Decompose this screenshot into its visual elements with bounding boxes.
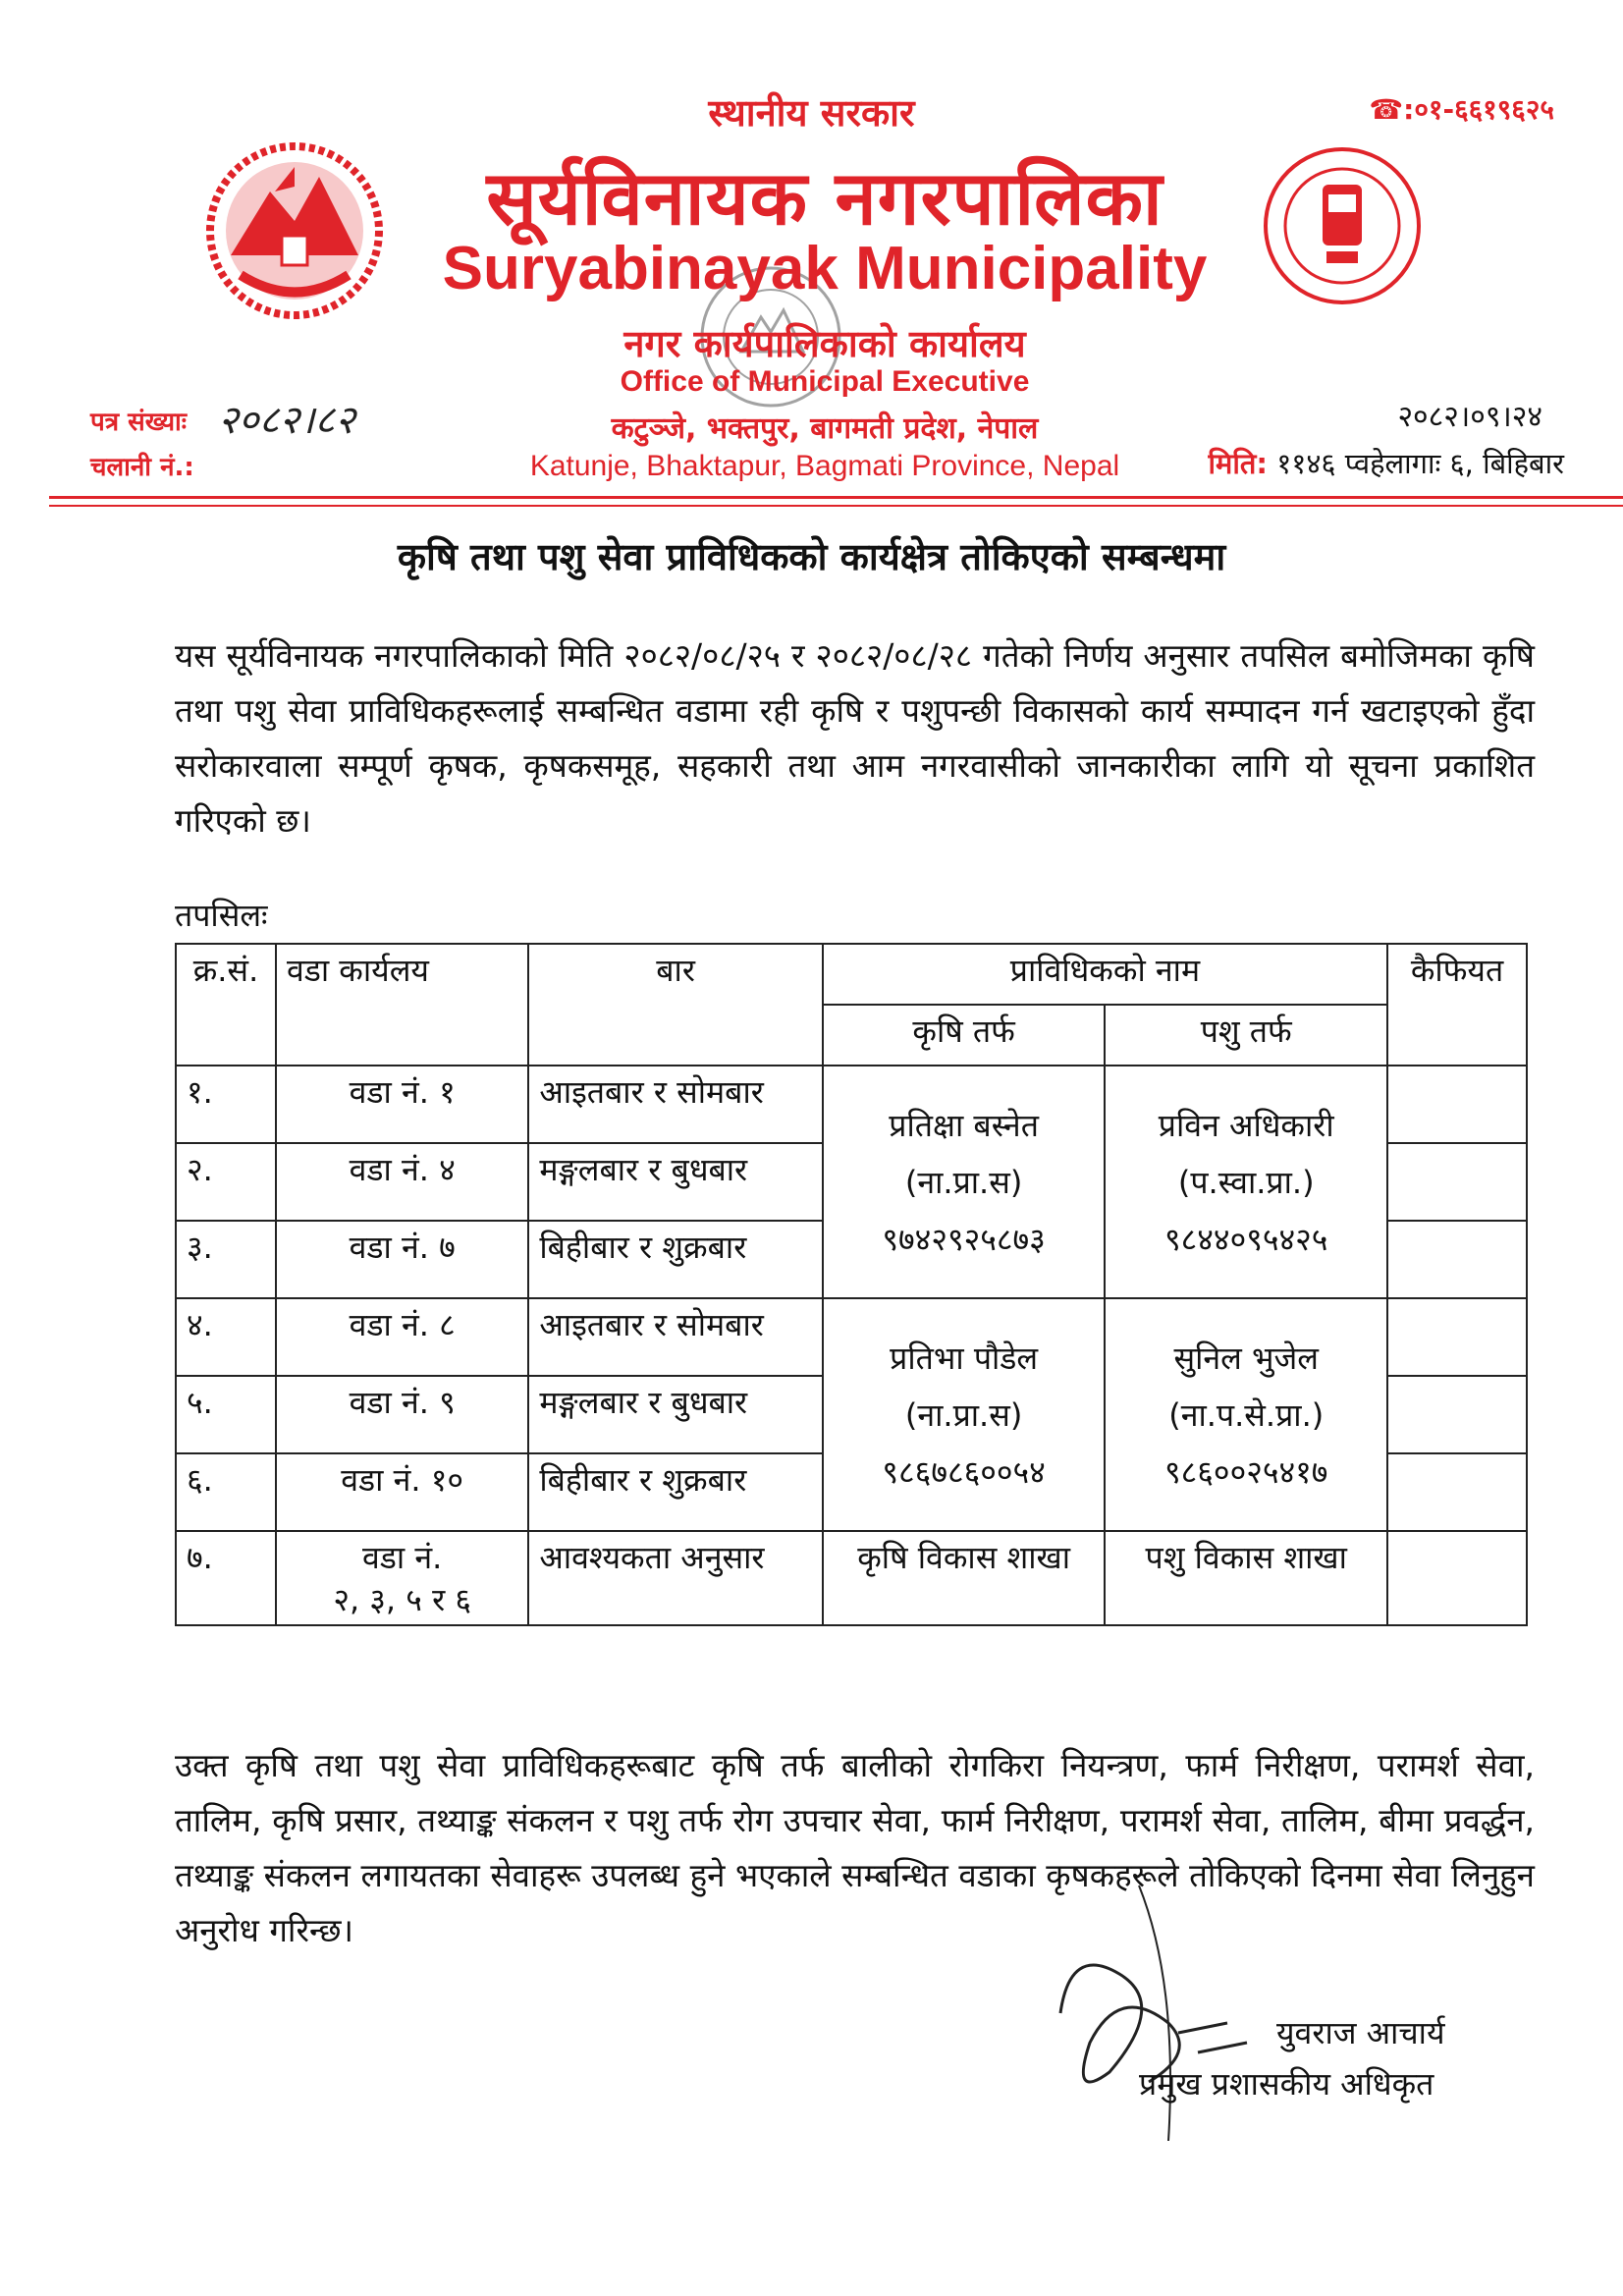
dispatch-number-label: चलानी नं.: — [90, 453, 194, 482]
row-remarks — [1387, 1143, 1527, 1221]
header-technician: प्राविधिकको नाम — [823, 944, 1387, 1005]
agri-name: प्रतिभा पौडेल — [890, 1339, 1039, 1377]
row-remarks — [1387, 1376, 1527, 1453]
ward-technician-table — [175, 943, 1528, 1626]
date-line — [1208, 444, 1564, 482]
header-sn: क्र.सं. — [176, 944, 276, 1066]
table-row — [176, 1531, 1527, 1625]
row-ward — [276, 1531, 528, 1625]
livestock-phone: ९८६००२५४१७ — [1164, 1452, 1328, 1491]
row-ward: वडा नं. ७ — [276, 1221, 528, 1298]
row-day: मङ्गलबार र बुधबार — [528, 1143, 822, 1221]
header-divider-2 — [49, 505, 1623, 507]
header-divider — [49, 496, 1623, 499]
row-sn: ३. — [176, 1221, 276, 1298]
agri-phone: ९७४२९२५८७३ — [882, 1220, 1046, 1258]
municipality-name-np: सूर्यविनायक नगरपालिका — [486, 154, 1163, 242]
row-remarks — [1387, 1298, 1527, 1376]
nepal-emblem-icon — [201, 137, 388, 324]
signatory-name: युवराज आचार्य — [1276, 2014, 1445, 2051]
row-sn: ४. — [176, 1298, 276, 1376]
row-day: आइतबार र सोमबार — [528, 1066, 822, 1143]
livestock-technician-2 — [1105, 1298, 1387, 1531]
row-ward-label: वडा नं. — [362, 1539, 443, 1576]
livestock-branch: पशु विकास शाखा — [1105, 1531, 1387, 1625]
row-ward: वडा नं. १ — [276, 1066, 528, 1143]
municipality-name-en: Suryabinayak Municipality — [442, 235, 1208, 302]
livestock-name: प्रविन अधिकारी — [1158, 1106, 1334, 1144]
row-day: आवश्यकता अनुसार — [528, 1531, 822, 1625]
header-agri: कृषि तर्फ — [823, 1005, 1106, 1066]
signatory-title: प्रमुख प्रशासकीय अधिकृत — [1139, 2065, 1434, 2103]
row-remarks — [1387, 1453, 1527, 1531]
row-sn: ६. — [176, 1453, 276, 1531]
agri-technician-2 — [823, 1298, 1106, 1531]
row-ward: वडा नं. ८ — [276, 1298, 528, 1376]
row-remarks — [1387, 1221, 1527, 1298]
livestock-post: (प.स्वा.प्रा.) — [1177, 1163, 1315, 1201]
header-day: बार — [528, 944, 822, 1066]
row-ward-numbers: २, ३, ५ र ६ — [333, 1581, 471, 1618]
header-livestock: पशु तर्फ — [1105, 1005, 1387, 1066]
agri-branch: कृषि विकास शाखा — [823, 1531, 1106, 1625]
row-sn: ५. — [176, 1376, 276, 1453]
agri-post: (ना.प्रा.स) — [904, 1163, 1023, 1201]
row-sn: २. — [176, 1143, 276, 1221]
row-day: आइतबार र सोमबार — [528, 1298, 822, 1376]
table-row — [176, 1298, 1527, 1376]
row-sn: ७. — [176, 1531, 276, 1625]
agri-phone: ९८६७८६००५४ — [882, 1452, 1046, 1491]
row-sn: १. — [176, 1066, 276, 1143]
local-government-label: स्थानीय सरकार — [708, 91, 915, 135]
subject-heading: कृषि तथा पशु सेवा प्राविधिकको कार्यक्षेत्र तोकिएको सम्बन्धमा — [397, 535, 1226, 578]
intro-paragraph: यस सूर्यविनायक नगरपालिकाको मिति २०८२/०८/२५ र २०८२/०८/२८ गतेको निर्णय अनुसार तपसिल बमोजिमका कृषि तथा पशु सेवा प्राविधिकहरूलाई सम्बन्धित वडामा रही कृषि र पशुपन्छी विकासको कार्य सम्पादन गर्न खटाइएको हुँदा सरोकारवाला सम्पूर्ण कृषक, कृषकसमूह, सहकारी तथा आम नगरवासीको जानकारीका लागि यो सूचना प्रकाशित गरिएको छ। — [175, 636, 1535, 840]
row-day: बिहीबार र शुक्रबार — [528, 1221, 822, 1298]
livestock-phone: ९८४४०९५४२५ — [1164, 1220, 1328, 1258]
livestock-post: (ना.प.से.प्रा.) — [1168, 1395, 1325, 1434]
date-bs: २०८२।०९।२४ — [1397, 400, 1542, 434]
agri-name: प्रतिक्षा बस्नेत — [889, 1106, 1039, 1144]
row-day: मङ्गलबार र बुधबार — [528, 1376, 822, 1453]
header-remarks: कैफियत — [1387, 944, 1527, 1066]
date-nepal-sambat: ११४६ प्वहेलागाः ६, बिहिबार — [1276, 447, 1564, 480]
details-label: तपसिलः — [175, 897, 268, 934]
row-ward: वडा नं. ४ — [276, 1143, 528, 1221]
agri-technician-1 — [823, 1066, 1106, 1298]
table-row — [176, 1066, 1527, 1143]
address-np: कटुञ्जे, भक्तपुर, बागमती प्रदेश, नेपाल — [611, 411, 1039, 446]
office-name-en: Office of Municipal Executive — [620, 365, 1030, 398]
address-en: Katunje, Bhaktapur, Bagmati Province, Nepal — [529, 450, 1120, 482]
agri-post: (ना.प्रा.स) — [904, 1395, 1023, 1434]
municipality-seal-icon — [1262, 145, 1424, 307]
letter-number-label: पत्र संख्याः — [90, 408, 188, 437]
date-label: मिति: — [1208, 447, 1268, 480]
office-name-np: नगर कार्यपालिकाको कार्यालय — [623, 322, 1026, 365]
phone-number: ☎:०१-६६१९६२५ — [1369, 93, 1554, 126]
signature-icon — [1031, 1866, 1286, 2160]
row-remarks — [1387, 1066, 1527, 1143]
row-remarks — [1387, 1531, 1527, 1625]
letter-number-value: २०८२।८२ — [218, 398, 355, 443]
row-ward: वडा नं. ९ — [276, 1376, 528, 1453]
row-day: बिहीबार र शुक्रबार — [528, 1453, 822, 1531]
row-ward: वडा नं. १० — [276, 1453, 528, 1531]
livestock-technician-1 — [1105, 1066, 1387, 1298]
livestock-name: सुनिल भुजेल — [1173, 1339, 1319, 1377]
header-ward: वडा कार्यलय — [276, 944, 528, 1066]
closing-paragraph: उक्त कृषि तथा पशु सेवा प्राविधिकहरूबाट कृषि तर्फ बालीको रोगकिरा नियन्त्रण, फार्म निरीक्षण, परामर्श सेवा, तालिम, कृषि प्रसार, तथ्याङ्क संकलन र पशु तर्फ रोग उपचार सेवा, फार्म निरीक्षण, परामर्श सेवा, तालिम, बीमा प्रवर्द्धन, तथ्याङ्क संकलन लगायतका सेवाहरू उपलब्ध हुने भएकाले सम्बन्धित वडाका कृषकहरूले तोकिएको दिनमा सेवा लिनुहुन अनुरोध गरिन्छ। — [175, 1746, 1535, 1949]
